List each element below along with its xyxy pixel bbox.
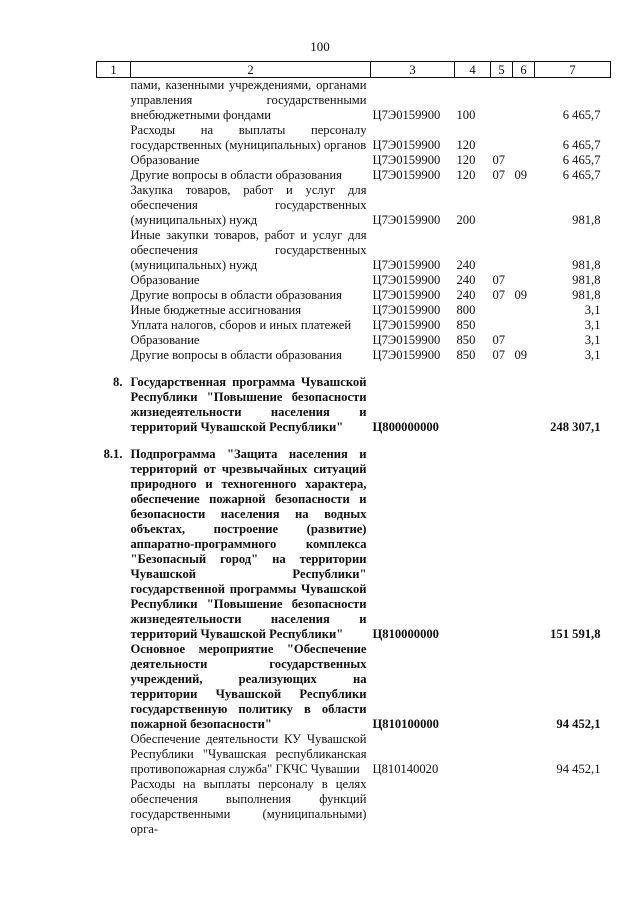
row-name: Образование [130, 273, 200, 287]
row-section [491, 78, 513, 124]
row-subsection [513, 333, 535, 348]
row-section: 07 [492, 288, 506, 302]
row-section [491, 375, 513, 435]
row-subsection [513, 273, 535, 288]
spacer-cell [97, 363, 611, 375]
row-code: Ц7Э0159900 [372, 258, 441, 272]
row-amount [535, 777, 611, 837]
row-number [97, 273, 131, 288]
row-name: Другие вопросы в области образования [130, 348, 342, 362]
row-code [371, 777, 455, 837]
row-expense-type: 120 [456, 153, 476, 167]
row-code: Ц7Э0159900 [372, 138, 441, 152]
row-subsection [513, 777, 535, 837]
row-amount: 3,1 [584, 303, 601, 317]
row-section [491, 123, 513, 153]
row-number [97, 348, 131, 363]
row-name: пами, казенными учреждениями, органами управления государственными внебюджетными фондами [130, 78, 367, 122]
row-subsection [513, 228, 535, 273]
row-section: 07 [492, 273, 506, 287]
table-row [97, 375, 611, 435]
row-name: Уплата налогов, сборов и иных платежей [130, 318, 352, 332]
table-row [97, 732, 611, 777]
row-section [491, 732, 513, 777]
row-amount: 248 307,1 [550, 420, 601, 434]
row-name: Иные бюджетные ассигнования [130, 303, 302, 317]
header-col-4: 4 [455, 62, 491, 78]
table-body [97, 78, 611, 838]
table-row [97, 228, 611, 273]
row-amount: 981,8 [572, 213, 601, 227]
row-code: Ц7Э0159900 [372, 168, 441, 182]
row-amount: 94 452,1 [556, 717, 601, 731]
table-row [97, 348, 611, 363]
row-expense-type: 800 [456, 303, 476, 317]
row-expense-type: 850 [456, 348, 476, 362]
row-number [97, 78, 131, 124]
row-amount: 3,1 [584, 318, 601, 332]
table-row [97, 333, 611, 348]
row-subsection [513, 375, 535, 435]
row-expense-type [455, 642, 491, 732]
spacer-cell [97, 435, 611, 447]
table-row [97, 318, 611, 333]
row-subsection: 09 [514, 288, 528, 302]
row-name: Основное мероприятие "Обеспечение деятельности государственных учреждений, реализующих на территории Чувашской Республики государственную политику в области пожарной безопасности" [130, 642, 367, 731]
row-section: 07 [492, 333, 506, 347]
header-col-7: 7 [535, 62, 611, 78]
row-name: Другие вопросы в области образования [130, 288, 342, 302]
row-amount: 981,8 [572, 258, 601, 272]
row-code: Ц7Э0159900 [372, 348, 441, 362]
row-name: Государственная программа Чувашской Республики "Повышение безопасности жизнедеятельности населения и территорий Чувашской Республики" [130, 375, 367, 434]
row-code: Ц7Э0159900 [372, 318, 441, 332]
row-expense-type [455, 732, 491, 777]
row-number [97, 333, 131, 348]
row-expense-type: 850 [456, 318, 476, 332]
row-subsection [513, 642, 535, 732]
table-row [97, 273, 611, 288]
table-row [97, 288, 611, 303]
row-code: Ц810000000 [372, 627, 439, 641]
row-code: Ц810100000 [372, 717, 439, 731]
table-row [97, 153, 611, 168]
row-section [491, 777, 513, 837]
budget-table [96, 61, 611, 837]
row-expense-type: 240 [456, 273, 476, 287]
table-row [97, 123, 611, 153]
row-number [97, 303, 131, 318]
row-subsection [513, 153, 535, 168]
row-name: Закупка товаров, работ и услуг для обеспечения государственных (муниципальных) нужд [130, 183, 367, 227]
table-row [97, 642, 611, 732]
table-row [97, 78, 611, 124]
row-amount: 6 465,7 [562, 168, 601, 182]
row-section: 07 [492, 153, 506, 167]
row-name: Иные закупки товаров, работ и услуг для обеспечения государственных (муниципальных) нужд [130, 228, 367, 272]
row-section: 07 [492, 348, 506, 362]
row-number [97, 777, 131, 837]
row-amount: 94 452,1 [556, 762, 601, 776]
header-col-2: 2 [131, 62, 371, 78]
row-expense-type: 120 [456, 168, 476, 182]
row-subsection [513, 732, 535, 777]
row-amount: 981,8 [572, 288, 601, 302]
table-row [97, 303, 611, 318]
row-amount: 3,1 [584, 333, 601, 347]
row-code: Ц7Э0159900 [372, 213, 441, 227]
row-amount: 981,8 [572, 273, 601, 287]
row-subsection [513, 303, 535, 318]
row-amount: 6 465,7 [562, 153, 601, 167]
row-name: Образование [130, 333, 200, 347]
spacer-row [97, 363, 611, 375]
row-subsection: 09 [514, 348, 528, 362]
row-section [491, 228, 513, 273]
row-subsection [513, 447, 535, 642]
row-name: Расходы на выплаты персоналу государственных (муниципальных) органов [130, 123, 367, 152]
row-section [491, 183, 513, 228]
row-number: 8. [113, 375, 123, 389]
row-amount: 3,1 [584, 348, 601, 362]
row-amount: 6 465,7 [562, 108, 601, 122]
spacer-row [97, 435, 611, 447]
row-section [491, 447, 513, 642]
row-section [491, 318, 513, 333]
row-subsection [513, 123, 535, 153]
row-number [97, 123, 131, 153]
row-section: 07 [492, 168, 506, 182]
row-code: Ц800000000 [372, 420, 439, 434]
row-name: Другие вопросы в области образования [130, 168, 342, 182]
row-expense-type: 240 [456, 288, 476, 302]
table-row [97, 777, 611, 837]
row-number [97, 168, 131, 183]
row-number [97, 318, 131, 333]
row-code: Ц7Э0159900 [372, 108, 441, 122]
row-code: Ц810140020 [372, 762, 439, 776]
row-expense-type: 100 [456, 108, 476, 122]
row-subsection [513, 78, 535, 124]
row-name: Образование [130, 153, 200, 167]
row-number [97, 642, 131, 732]
row-subsection [513, 183, 535, 228]
row-amount: 6 465,7 [562, 138, 601, 152]
row-name: Подпрограмма "Защита населения и территорий от чрезвычайных ситуаций природного и техногенного характера, обеспечение пожарной безопасности и безопасности населения на водных объектах, построение (развитие) аппаратно-программного комплекса "Безопасный город" на территории Чувашской Республики" государственной программы Чувашской Республики "Повышение безопасности жизнедеятельности населения и территорий Чувашской Республики" [130, 447, 367, 641]
header-col-1: 1 [97, 62, 131, 78]
row-expense-type: 120 [456, 138, 476, 152]
row-expense-type [455, 375, 491, 435]
row-number [97, 183, 131, 228]
row-expense-type: 850 [456, 333, 476, 347]
row-number: 8.1. [103, 447, 123, 461]
row-name: Обеспечение деятельности КУ Чувашской Республики "Чувашская республиканская противопожарная служба" ГКЧС Чувашии [130, 732, 367, 776]
row-code: Ц7Э0159900 [372, 288, 441, 302]
table-row [97, 168, 611, 183]
header-col-3: 3 [371, 62, 455, 78]
row-amount: 151 591,8 [550, 627, 601, 641]
row-subsection [513, 318, 535, 333]
header-row [97, 62, 611, 78]
row-code: Ц7Э0159900 [372, 153, 441, 167]
row-section [491, 642, 513, 732]
table-row [97, 183, 611, 228]
row-expense-type [455, 777, 491, 837]
row-code: Ц7Э0159900 [372, 273, 441, 287]
row-name: Расходы на выплаты персоналу в целях обеспечения выполнения функций государственными (муниципальными) орга- [130, 777, 367, 836]
table-row [97, 447, 611, 642]
row-number [97, 288, 131, 303]
row-subsection: 09 [514, 168, 528, 182]
row-expense-type: 200 [456, 213, 476, 227]
row-code: Ц7Э0159900 [372, 303, 441, 317]
header-col-5: 5 [491, 62, 513, 78]
row-section [491, 303, 513, 318]
row-expense-type: 240 [456, 258, 476, 272]
page-number: 100 [310, 39, 330, 54]
row-number [97, 732, 131, 777]
row-number [97, 228, 131, 273]
header-col-6: 6 [513, 62, 535, 78]
row-code: Ц7Э0159900 [372, 333, 441, 347]
row-number [97, 153, 131, 168]
row-expense-type [455, 447, 491, 642]
